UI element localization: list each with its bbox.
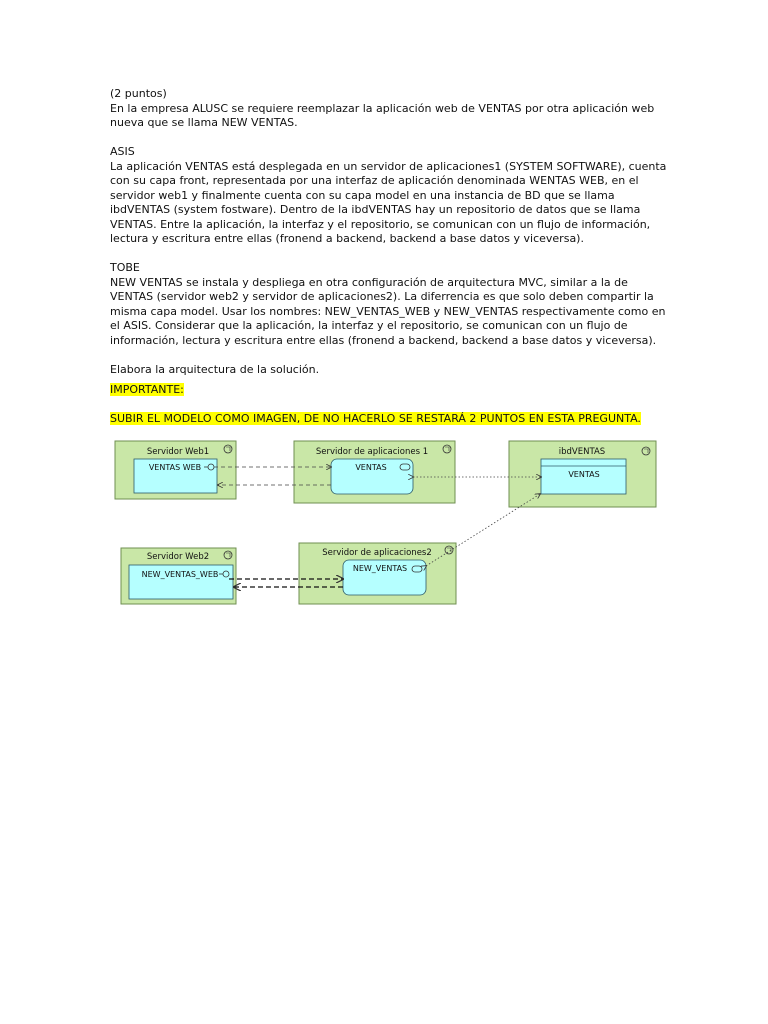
asis-paragraph: La aplicación VENTAS está desplegada en un servidor de aplicaciones1 (SYSTEM SOFTWARE), cuenta con su capa front, representada por una interfaz de aplicación denominada WENTAS WEB, en el servidor web1 y finalmente cuenta con su capa model en una instancia de BD que se llama ibdVENTAS (system fostware). Dentro de la ibdVENTAS hay un repositorio de datos que se llama VENTAS. Entre la aplicación, la interfaz y el repositorio, se comunican con un flujo de información, lectura y escritura entre ellas (fronend a backend, backend a base datos y viceversa).	[110, 159, 670, 245]
component-ventas-repository: VENTAS	[568, 470, 600, 479]
points-label: (2 puntos)	[110, 87, 167, 100]
node-web2	[121, 548, 236, 604]
asis-heading: ASIS	[110, 145, 135, 158]
task-paragraph: Elabora la arquitectura de la solución.	[110, 362, 320, 376]
node-app1-title: Servidor de aplicaciones 1	[315, 447, 429, 457]
node-db-title: ibdVENTAS	[558, 447, 606, 457]
component-new-ventas-app: NEW_VENTAS	[352, 564, 408, 573]
node-web2-title: Servidor Web2	[146, 552, 210, 562]
warning-label: SUBIR EL MODELO COMO IMAGEN, DE NO HACERLO SE RESTARÁ 2 PUNTOS EN ESTA PREGUNTA.	[110, 411, 641, 425]
component-ventas-web: VENTAS WEB	[148, 463, 202, 472]
component-new-ventas-web: NEW_VENTAS_WEB	[141, 570, 219, 579]
tobe-paragraph: NEW VENTAS se instala y despliega en otra configuración de arquitectura MVC, similar a la de VENTAS (servidor web2 y servidor de aplicaciones2). La diferrencia es que solo deben compartir la misma capa model. Usar los nombres: NEW_VENTAS_WEB y NEW_VENTAS respectivamente como en el ASIS. Considerar que la aplicación, la interfaz y el repositorio, se comunican con un flujo de información, lectura y escritura entre ellas (fronend a backend, backend a base datos y viceversa).	[110, 275, 669, 347]
intro-paragraph: En la empresa ALUSC se requiere reemplazar la aplicación web de VENTAS por otra aplicación web nueva que se llama NEW VENTAS.	[110, 101, 658, 129]
node-app2	[299, 543, 456, 604]
node-db	[509, 441, 656, 507]
node-app2-title: Servidor de aplicaciones2	[322, 548, 432, 558]
node-app1	[294, 441, 455, 503]
important-label: IMPORTANTE:	[110, 383, 184, 396]
node-web1	[115, 441, 236, 499]
tobe-heading: TOBE	[110, 261, 140, 274]
node-web1-title: Servidor Web1	[146, 447, 210, 457]
component-ventas-app: VENTAS	[355, 463, 387, 472]
